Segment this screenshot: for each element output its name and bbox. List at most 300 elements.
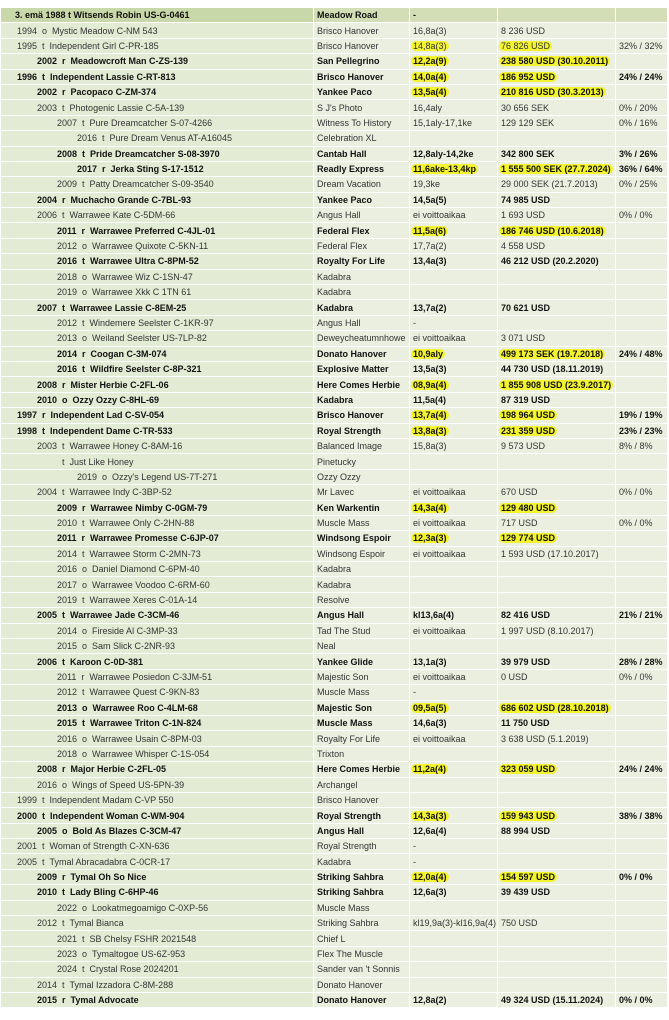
sire-cell[interactable] (314, 885, 410, 900)
sire-cell[interactable] (314, 300, 410, 315)
sire-cell-text[interactable]: Brisco Hanover (317, 40, 379, 51)
percent-cell (616, 931, 668, 946)
horse-name[interactable]: Warrawee Xkk C 1TN 61 (92, 287, 192, 298)
horse-name[interactable]: Warrawee Nimby C-0GM-79 (90, 502, 208, 513)
horse-cell (1, 562, 314, 577)
horse-name[interactable]: Tymal Oh So Nice (70, 872, 147, 883)
horse-name[interactable]: Independent Lassie C-RT-813 (50, 71, 176, 82)
sire-cell-text[interactable]: Witness To History (317, 117, 392, 128)
horse-name[interactable]: Patty Dreamcatcher S-09-3540 (89, 179, 214, 190)
record-cell (410, 116, 498, 131)
horse-name[interactable]: Wildfire Seelster C-8P-321 (90, 364, 202, 375)
sire-cell[interactable] (314, 716, 410, 731)
sire-cell-text[interactable]: Brisco Hanover (317, 71, 384, 82)
horse-name[interactable]: Wings of Speed US-5PN-39 (72, 779, 185, 790)
record-cell (410, 978, 498, 993)
horse-name[interactable]: Warrawee Honey C-8AM-16 (69, 441, 183, 452)
earnings-cell-text: 3 071 USD (501, 333, 546, 344)
sire-cell-text[interactable]: Angus Hall (317, 210, 361, 221)
sire-cell[interactable] (314, 208, 410, 223)
sire-cell-text[interactable]: Brisco Hanover (317, 410, 384, 421)
sire-cell-text[interactable]: Kadabra (317, 271, 352, 282)
horse-name[interactable]: Warrawee Usain C-8PM-03 (92, 733, 202, 744)
horse-sex: r (102, 164, 106, 175)
horse-name[interactable]: Lookatmegoamigo C-0XP-56 (92, 902, 209, 913)
horse-cell (1, 978, 314, 993)
sire-cell-text[interactable]: Yankee Paco (317, 194, 373, 205)
percent-cell (616, 501, 668, 516)
horse-name[interactable]: Woman of Strength C-XN-636 (49, 841, 170, 852)
sire-cell-text[interactable]: Ozzy Ozzy (317, 471, 361, 482)
horse-name[interactable]: Just Like Honey (69, 456, 134, 467)
horse-name[interactable]: Major Herbie C-2FL-05 (70, 764, 167, 775)
horse-name[interactable]: Fireside Al C-3MP-33 (92, 625, 178, 636)
sire-cell[interactable] (314, 285, 410, 300)
sire-cell[interactable] (314, 931, 410, 946)
horse-cell (1, 147, 314, 162)
horse-name[interactable]: Warrawee Lassie C-8EM-25 (70, 302, 187, 313)
horse-name[interactable]: Muchacho Grande C-7BL-93 (70, 194, 192, 205)
horse-year: 2005 (37, 610, 58, 621)
sire-cell-text[interactable]: Kadabra (317, 579, 352, 590)
sire-cell[interactable] (314, 70, 410, 85)
sire-cell[interactable] (314, 670, 410, 685)
sire-cell[interactable] (314, 85, 410, 100)
percent-cell-text: 0% / 16% (619, 117, 658, 128)
horse-name[interactable]: Jerka Sting S-17-1512 (110, 164, 204, 175)
horse-sex: t (82, 256, 86, 267)
horse-name[interactable]: Warrawee Voodoo C-6RM-60 (92, 579, 210, 590)
earnings-cell (498, 100, 616, 115)
sire-cell-text[interactable]: Yankee Paco (317, 87, 373, 98)
sire-cell-text[interactable]: Readly Express (317, 164, 385, 175)
sire-cell[interactable] (314, 316, 410, 331)
percent-cell (616, 485, 668, 500)
horse-cell (1, 639, 314, 654)
sire-cell[interactable] (314, 131, 410, 146)
horse-name[interactable]: Warrawee Only C-2HN-88 (89, 518, 195, 529)
sire-cell[interactable] (314, 547, 410, 562)
earnings-cell (498, 316, 616, 331)
sire-cell-text[interactable]: Meadow Road (317, 10, 378, 21)
horse-name[interactable]: Independent Lad C-SV-054 (50, 410, 165, 421)
sire-cell-text[interactable]: Dream Vacation (317, 179, 381, 190)
record-cell (410, 531, 498, 546)
sire-cell-text[interactable]: Muscle Mass (317, 718, 373, 729)
sire-cell[interactable] (314, 824, 410, 839)
horse-name[interactable]: Tymal Abracadabra C-0CR-17 (49, 856, 171, 867)
horse-cell (1, 470, 314, 485)
record-cell (410, 162, 498, 177)
horse-year: 2011 (57, 533, 77, 544)
horse-name[interactable]: Photogenic Lassie C-5A-139 (69, 102, 185, 113)
horse-name[interactable]: Karoon C-0D-381 (70, 656, 144, 667)
percent-cell-text: 3% / 26% (619, 148, 658, 159)
sire-cell[interactable] (314, 39, 410, 54)
horse-name[interactable]: Independent Girl C-PR-185 (49, 40, 159, 51)
earnings-cell (498, 147, 616, 162)
sire-cell[interactable] (314, 854, 410, 869)
offspring-row (1, 85, 668, 100)
sire-cell[interactable] (314, 531, 410, 546)
sire-cell[interactable] (314, 454, 410, 469)
horse-name[interactable]: Independent Woman C-WM-904 (50, 810, 185, 821)
sire-cell-text[interactable]: Here Comes Herbie (317, 379, 401, 390)
sire-cell-text[interactable]: Royal Strength (317, 841, 377, 852)
horse-name[interactable]: Warrawee Quixote C-5KN-11 (92, 241, 209, 252)
record-cell (410, 639, 498, 654)
earnings-cell (498, 731, 616, 746)
earnings-cell (498, 377, 616, 392)
sire-cell-text[interactable]: Neal (317, 641, 336, 652)
horse-cell (1, 193, 314, 208)
sire-cell-text[interactable]: San Pellegrino (317, 56, 380, 67)
sire-cell[interactable] (314, 485, 410, 500)
horse-name[interactable]: Coogan C-3M-074 (90, 348, 167, 359)
horse-name[interactable]: Daniel Diamond C-6PM-40 (92, 564, 200, 575)
sire-cell-text[interactable]: Angus Hall (317, 825, 365, 836)
sire-cell-text[interactable]: Donato Hanover (317, 979, 383, 990)
horse-cell (1, 670, 314, 685)
sire-cell-text[interactable]: Royal Strength (317, 810, 382, 821)
horse-name[interactable]: Warrawee Quest C-9KN-83 (89, 687, 200, 698)
sire-cell[interactable] (314, 347, 410, 362)
sire-cell[interactable] (314, 177, 410, 192)
horse-name[interactable]: Warrawee Ultra C-8PM-52 (90, 256, 199, 267)
record-cell-text: 13,5a(4) (413, 87, 447, 98)
horse-name[interactable]: Warrawee Xeres C-01A-14 (89, 595, 198, 606)
horse-name[interactable]: Warrawee Indy C-3BP-52 (69, 487, 172, 498)
sire-cell[interactable] (314, 947, 410, 962)
sire-cell-text[interactable]: Federal Flex (317, 241, 368, 252)
record-cell (410, 23, 498, 38)
sire-cell[interactable] (314, 424, 410, 439)
sire-cell[interactable] (314, 778, 410, 793)
record-cell (410, 654, 498, 669)
offspring-row (1, 470, 668, 485)
sire-cell[interactable] (314, 147, 410, 162)
sire-cell-text[interactable]: Muscle Mass (317, 518, 370, 529)
sire-cell[interactable] (314, 54, 410, 69)
horse-year: 2015 (37, 995, 58, 1006)
horse-year: 1998 (17, 425, 38, 436)
sire-cell-text[interactable]: Kadabra (317, 564, 352, 575)
horse-sex: t (62, 456, 65, 467)
offspring-row (1, 547, 668, 562)
offspring-row (1, 993, 668, 1008)
sire-cell[interactable] (314, 116, 410, 131)
horse-name[interactable]: Mister Herbie C-2FL-06 (70, 379, 169, 390)
record-cell (410, 608, 498, 623)
sire-cell[interactable] (314, 962, 410, 977)
sire-cell[interactable] (314, 870, 410, 885)
horse-name[interactable]: Warrawee Storm C-2MN-73 (89, 548, 201, 559)
horse-name[interactable]: Warrawee Wiz C-1SN-47 (92, 271, 193, 282)
horse-sex: t (82, 964, 85, 975)
record-cell-text: 12,8a(2) (413, 995, 447, 1006)
sire-cell[interactable] (314, 223, 410, 238)
horse-sex: r (82, 502, 86, 513)
record-cell-text: 09,5a(5) (413, 702, 447, 713)
horse-name[interactable]: Pure Dreamcatcher S-07-4266 (89, 117, 213, 128)
sire-cell-text[interactable]: Majestic Son (317, 671, 369, 682)
sire-cell-text[interactable]: Resolve (317, 595, 350, 606)
record-cell-text: ei voittoaikaa (413, 518, 466, 529)
offspring-row (1, 562, 668, 577)
horse-cell (1, 747, 314, 762)
horse-name[interactable]: Windemere Seelster C-1KR-97 (89, 318, 214, 328)
percent-cell-text: 0% / 0% (619, 872, 653, 883)
percent-cell (616, 778, 668, 793)
sire-cell[interactable] (314, 377, 410, 392)
sire-cell[interactable] (314, 685, 410, 700)
record-cell (410, 54, 498, 69)
horse-year: 2004 (37, 487, 58, 498)
sire-cell[interactable] (314, 516, 410, 531)
percent-cell-text: 0% / 0% (619, 995, 653, 1006)
sire-cell[interactable] (314, 608, 410, 623)
horse-name[interactable]: Warrawee Triton C-1N-824 (90, 718, 202, 729)
percent-cell-text: 0% / 0% (619, 518, 653, 529)
sire-cell-text[interactable]: Royal Strength (317, 425, 382, 436)
horse-name[interactable]: Warrawee Roo C-4LM-68 (92, 702, 198, 713)
offspring-row (1, 177, 668, 192)
sire-cell-text[interactable]: S J's Photo (317, 102, 363, 113)
earnings-cell (498, 362, 616, 377)
horse-name[interactable]: Ozzy Ozzy C-8HL-69 (72, 394, 160, 405)
sire-cell-text[interactable]: Muscle Mass (317, 902, 370, 913)
sire-cell[interactable] (314, 193, 410, 208)
horse-year: 2016 (57, 733, 78, 744)
sire-cell[interactable] (314, 993, 410, 1008)
horse-name[interactable]: Lady Bling C-6HP-46 (70, 887, 159, 898)
sire-cell[interactable] (314, 916, 410, 931)
earnings-cell-text: 499 173 SEK (19.7.2018) (501, 348, 604, 359)
earnings-cell (498, 408, 616, 423)
horse-name[interactable]: Warrawee Promesse C-6JP-07 (90, 533, 219, 544)
sire-cell[interactable] (314, 701, 410, 716)
horse-name[interactable]: Pride Dreamcatcher S-08-3970 (90, 148, 220, 159)
sire-cell-text[interactable]: Explosive Matter (317, 364, 389, 375)
sire-cell[interactable] (314, 470, 410, 485)
sire-cell[interactable] (314, 793, 410, 808)
offspring-row (1, 193, 668, 208)
earnings-cell-text: 238 580 USD (30.10.2011) (501, 56, 609, 67)
sire-cell[interactable] (314, 762, 410, 777)
sire-cell-text[interactable]: Windsong Espoir (317, 548, 386, 559)
horse-year: 2024 (57, 964, 78, 975)
record-cell (410, 285, 498, 300)
sire-cell-text[interactable]: Cantab Hall (317, 148, 367, 159)
horse-name[interactable]: Tymaltogoe US-6Z-953 (92, 949, 186, 960)
earnings-cell-text: 342 800 SEK (501, 148, 555, 159)
horse-cell (1, 593, 314, 608)
earnings-cell-text: 0 USD (501, 671, 528, 682)
horse-name[interactable]: Tymal Advocate (70, 995, 139, 1006)
sire-cell-text[interactable]: Flex The Muscle (317, 949, 383, 960)
percent-cell-text: 36% / 64% (619, 164, 663, 175)
sire-cell-text[interactable]: Striking Sahbra (317, 872, 384, 883)
record-cell-text: 13,1a(3) (413, 656, 447, 667)
horse-name[interactable]: Warrawee Jade C-3CM-46 (70, 610, 180, 621)
earnings-cell-text: 49 324 USD (15.11.2024) (501, 995, 604, 1006)
sire-cell-text[interactable]: Kadabra (317, 302, 354, 313)
sire-cell-text[interactable]: Windsong Espoir (317, 533, 391, 544)
sire-cell[interactable] (314, 654, 410, 669)
horse-name[interactable]: Tymal Bianca (69, 918, 124, 929)
sire-cell-text[interactable]: Donato Hanover (317, 995, 387, 1006)
sire-cell[interactable] (314, 978, 410, 993)
sire-cell[interactable] (314, 639, 410, 654)
sire-cell[interactable] (314, 100, 410, 115)
record-cell-text: 16,8a(3) (413, 25, 447, 36)
sire-cell-text[interactable]: Royalty For Life (317, 256, 386, 267)
percent-cell-text: 28% / 28% (619, 656, 663, 667)
horse-year: 2015 (57, 718, 78, 729)
horse-sex: r (82, 348, 86, 359)
horse-year: 2016 (57, 564, 78, 575)
sire-cell[interactable] (314, 439, 410, 454)
sire-cell[interactable] (314, 8, 410, 23)
earnings-cell (498, 962, 616, 977)
sire-cell-text[interactable]: Balanced Image (317, 441, 383, 452)
sire-cell-text[interactable]: Mr Lavec (317, 487, 355, 498)
earnings-cell (498, 162, 616, 177)
sire-cell-text[interactable]: Angus Hall (317, 318, 361, 328)
sire-cell[interactable] (314, 408, 410, 423)
horse-name[interactable]: Pure Dream Venus AT-A16045 (109, 133, 232, 144)
record-cell-text: kl13,6a(4) (413, 610, 455, 621)
percent-cell (616, 70, 668, 85)
sire-cell[interactable] (314, 808, 410, 823)
sire-cell-text[interactable]: Archangel (317, 779, 358, 790)
horse-cell (1, 285, 314, 300)
sire-cell[interactable] (314, 839, 410, 854)
percent-cell (616, 731, 668, 746)
sire-cell-text[interactable]: Kadabra (317, 856, 352, 867)
sire-cell-text[interactable]: Deweycheatumnhowe (317, 333, 406, 344)
sire-cell-text[interactable]: Kadabra (317, 287, 352, 298)
sire-cell-text[interactable]: Trixton (317, 748, 345, 759)
sire-cell[interactable] (314, 624, 410, 639)
sire-cell-text[interactable]: Chief L (317, 933, 346, 944)
offspring-row (1, 978, 668, 993)
sire-cell[interactable] (314, 270, 410, 285)
earnings-cell (498, 439, 616, 454)
sire-cell[interactable] (314, 901, 410, 916)
sire-cell[interactable] (314, 23, 410, 38)
horse-name[interactable]: Warrawee Posiedon C-3JM-51 (89, 671, 213, 682)
sire-cell-text[interactable]: Federal Flex (317, 225, 370, 236)
sire-cell[interactable] (314, 731, 410, 746)
earnings-cell (498, 470, 616, 485)
horse-sex: t (102, 133, 105, 144)
horse-sex: t (62, 887, 66, 898)
horse-sex: t (42, 810, 46, 821)
horse-name[interactable]: Bold As Blazes C-3CM-47 (72, 825, 182, 836)
horse-sex: t (82, 548, 85, 559)
sire-cell[interactable] (314, 562, 410, 577)
horse-name[interactable]: Pacopaco C-ZM-374 (70, 87, 157, 98)
offspring-row (1, 100, 668, 115)
horse-cell (1, 762, 314, 777)
horse-year: 2013 (57, 333, 78, 344)
sire-cell[interactable] (314, 362, 410, 377)
sire-cell-text[interactable]: Here Comes Herbie (317, 764, 401, 775)
earnings-cell (498, 254, 616, 269)
horse-name[interactable]: Warrawee Kate C-5DM-66 (69, 210, 176, 221)
horse-name[interactable]: 3. emä 1988 t Witsends Robin US-G-0461 (15, 10, 190, 21)
sire-cell-text[interactable]: Brisco Hanover (317, 795, 379, 806)
horse-name[interactable]: Mystic Meadow C-NM 543 (52, 25, 158, 36)
offspring-row (1, 270, 668, 285)
sire-cell-text[interactable]: Pinetucky (317, 456, 357, 467)
sire-cell-text[interactable]: Striking Sahbra (317, 918, 379, 929)
sire-cell-text[interactable]: Royalty For Life (317, 733, 381, 744)
horse-year: 2023 (57, 949, 78, 960)
horse-name[interactable]: Independent Madam C-VP 550 (49, 795, 174, 806)
horse-sex: t (62, 918, 65, 929)
horse-name[interactable]: SB Chelsy FSHR 2021548 (89, 933, 197, 944)
horse-sex: r (62, 87, 66, 98)
sire-cell[interactable] (314, 593, 410, 608)
earnings-cell-text: 1 997 USD (8.10.2017) (501, 625, 594, 636)
horse-name[interactable]: Warrawee Whisper C-1S-054 (92, 748, 210, 759)
horse-year: 2013 (57, 702, 78, 713)
horse-name[interactable]: Tymal Izzadora C-8M-288 (69, 979, 174, 990)
sire-cell[interactable] (314, 162, 410, 177)
record-cell-text: 14,0a(4) (413, 71, 447, 82)
horse-sex: o (62, 779, 68, 790)
record-cell-text: 14,3a(3) (413, 810, 447, 821)
sire-cell[interactable] (314, 501, 410, 516)
percent-cell (616, 993, 668, 1008)
horse-sex: o (82, 579, 88, 590)
horse-year: 1996 (17, 71, 38, 82)
horse-sex: o (62, 825, 68, 836)
horse-sex: t (62, 979, 65, 990)
sire-cell-text[interactable]: Kadabra (317, 394, 354, 405)
record-cell (410, 254, 498, 269)
horse-name[interactable]: Meadowcroft Man C-ZS-139 (70, 56, 189, 67)
sire-cell-text[interactable]: Striking Sahbra (317, 887, 384, 898)
horse-name[interactable]: Ozzy's Legend US-7T-271 (112, 471, 218, 482)
sire-cell[interactable] (314, 393, 410, 408)
horse-name[interactable]: Crystal Rose 2024201 (89, 964, 179, 975)
sire-cell[interactable] (314, 239, 410, 254)
horse-name[interactable]: Warrawee Preferred C-4JL-01 (90, 225, 216, 236)
sire-cell-text[interactable]: Majestic Son (317, 702, 373, 713)
sire-cell[interactable] (314, 331, 410, 346)
sire-cell-text[interactable]: Angus Hall (317, 610, 365, 621)
sire-cell[interactable] (314, 747, 410, 762)
sire-cell-text[interactable]: Ken Warkentin (317, 502, 380, 513)
sire-cell-text[interactable]: Muscle Mass (317, 687, 370, 698)
horse-name[interactable]: Weiland Seelster US-7LP-82 (92, 333, 207, 344)
sire-cell-text[interactable]: Brisco Hanover (317, 25, 379, 36)
horse-sex: o (82, 641, 88, 652)
sire-cell-text[interactable]: Donato Hanover (317, 348, 387, 359)
record-cell (410, 131, 498, 146)
horse-name[interactable]: Independent Dame C-TR-533 (50, 425, 173, 436)
sire-cell-text[interactable]: Tad The Stud (317, 625, 371, 636)
horse-name[interactable]: Sam Slick C-2NR-93 (92, 641, 176, 652)
sire-cell[interactable] (314, 577, 410, 592)
sire-cell-text[interactable]: Celebration XL (317, 133, 377, 144)
sire-cell-text[interactable]: Yankee Glide (317, 656, 374, 667)
sire-cell-text[interactable]: Sander van 't Sonnis (317, 964, 400, 975)
sire-cell[interactable] (314, 254, 410, 269)
